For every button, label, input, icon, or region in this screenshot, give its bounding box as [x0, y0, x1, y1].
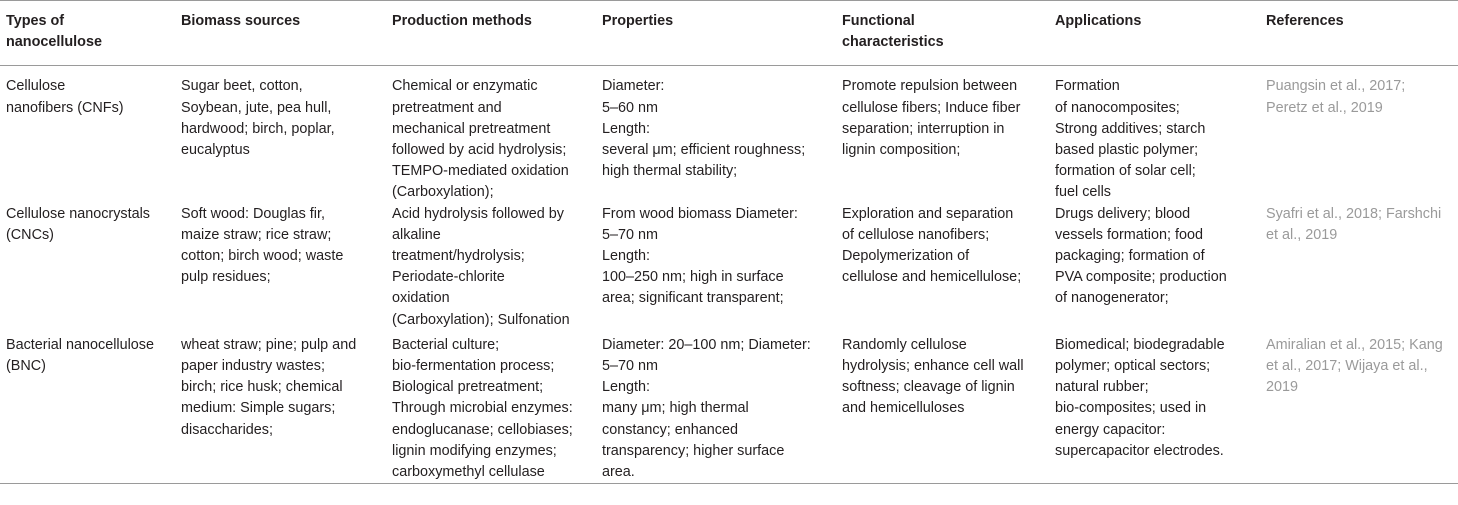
cell-sources: Sugar beet, cotton, Soybean, jute, pea hull, hardwood; birch, poplar, eucalyptus	[181, 78, 335, 159]
header-row	[0, 1, 1458, 66]
cell-references-link[interactable]: Amiralian et al., 2015; Kang et al., 2017; Wijaya et al., 2019	[1260, 331, 1458, 484]
header-properties: Properties	[596, 1, 836, 66]
cell-applications: Formation of nanocomposites; Strong additives; starch based plastic polymer; formation of solar cell; fuel cells	[1055, 78, 1206, 201]
cell-properties: From wood biomass Diameter: 5–70 nm Length: 100–250 nm; high in surface area; significant transparent;	[602, 205, 798, 307]
cell-functional: Promote repulsion between cellulose fibers; Induce fiber separation; interruption in lignin composition;	[842, 78, 1021, 159]
header-references: References	[1260, 1, 1458, 66]
cell-methods: Acid hydrolysis followed by alkaline treatment/hydrolysis; Periodate-chlorite oxidation (Carboxylation); Sulfonation	[392, 205, 570, 328]
cell-methods: Bacterial culture; bio-fermentation process; Biological pretreatment; Through microbial enzymes: endoglucanase; cellobiases; lignin modifying enzymes; carboxymethyl cellulase	[386, 331, 596, 484]
header-production-methods: Production methods	[386, 1, 596, 66]
cell-properties: Diameter: 5–60 nm Length: several μm; efficient roughness; high thermal stability;	[602, 78, 806, 180]
cell-functional: Randomly cellulose hydrolysis; enhance cell wall softness; cleavage of lignin and hemicelluloses	[836, 331, 1049, 484]
table-row	[0, 331, 1458, 484]
header-types: Types of nanocellulose	[0, 1, 175, 66]
cell-type: Bacterial nanocellulose (BNC)	[0, 331, 175, 484]
table-row	[0, 204, 1458, 331]
cell-applications: Drugs delivery; blood vessels formation; food packaging; formation of PVA composite; production of nanogenerator;	[1055, 205, 1227, 307]
cell-applications: Biomedical; biodegradable polymer; optical sectors; natural rubber; bio-composites; used in energy capacitor: supercapacitor electrodes.	[1049, 331, 1260, 484]
header-applications: Applications	[1049, 1, 1260, 66]
cell-type: Cellulose nanofibers (CNFs)	[6, 78, 124, 116]
table-row	[0, 66, 1458, 204]
header-functional-characteristics: Functional characteristics	[836, 1, 1049, 66]
cell-sources: wheat straw; pine; pulp and paper industry wastes; birch; rice husk; chemical medium: Simple sugars; disaccharides;	[175, 331, 386, 484]
header-biomass-sources: Biomass sources	[175, 1, 386, 66]
cell-methods: Chemical or enzymatic pretreatment and mechanical pretreatment followed by acid hydrolysis; TEMPO-mediated oxidation (Carboxylation);	[392, 78, 569, 201]
cell-functional: Exploration and separation of cellulose nanofibers; Depolymerization of cellulose and hemicellulose;	[842, 205, 1022, 286]
cell-type: Cellulose nanocrystals (CNCs)	[6, 205, 150, 243]
cell-properties: Diameter: 20–100 nm; Diameter: 5–70 nm Length: many μm; high thermal constancy; enhanced transparency; higher surface area.	[596, 331, 836, 484]
cell-references-link[interactable]: Puangsin et al., 2017; Peretz et al., 2019	[1266, 78, 1406, 116]
cell-sources: Soft wood: Douglas fir, maize straw; rice straw; cotton; birch wood; waste pulp residues;	[181, 205, 344, 286]
cell-references-link[interactable]: Syafri et al., 2018; Farshchi et al., 2019	[1266, 205, 1442, 243]
